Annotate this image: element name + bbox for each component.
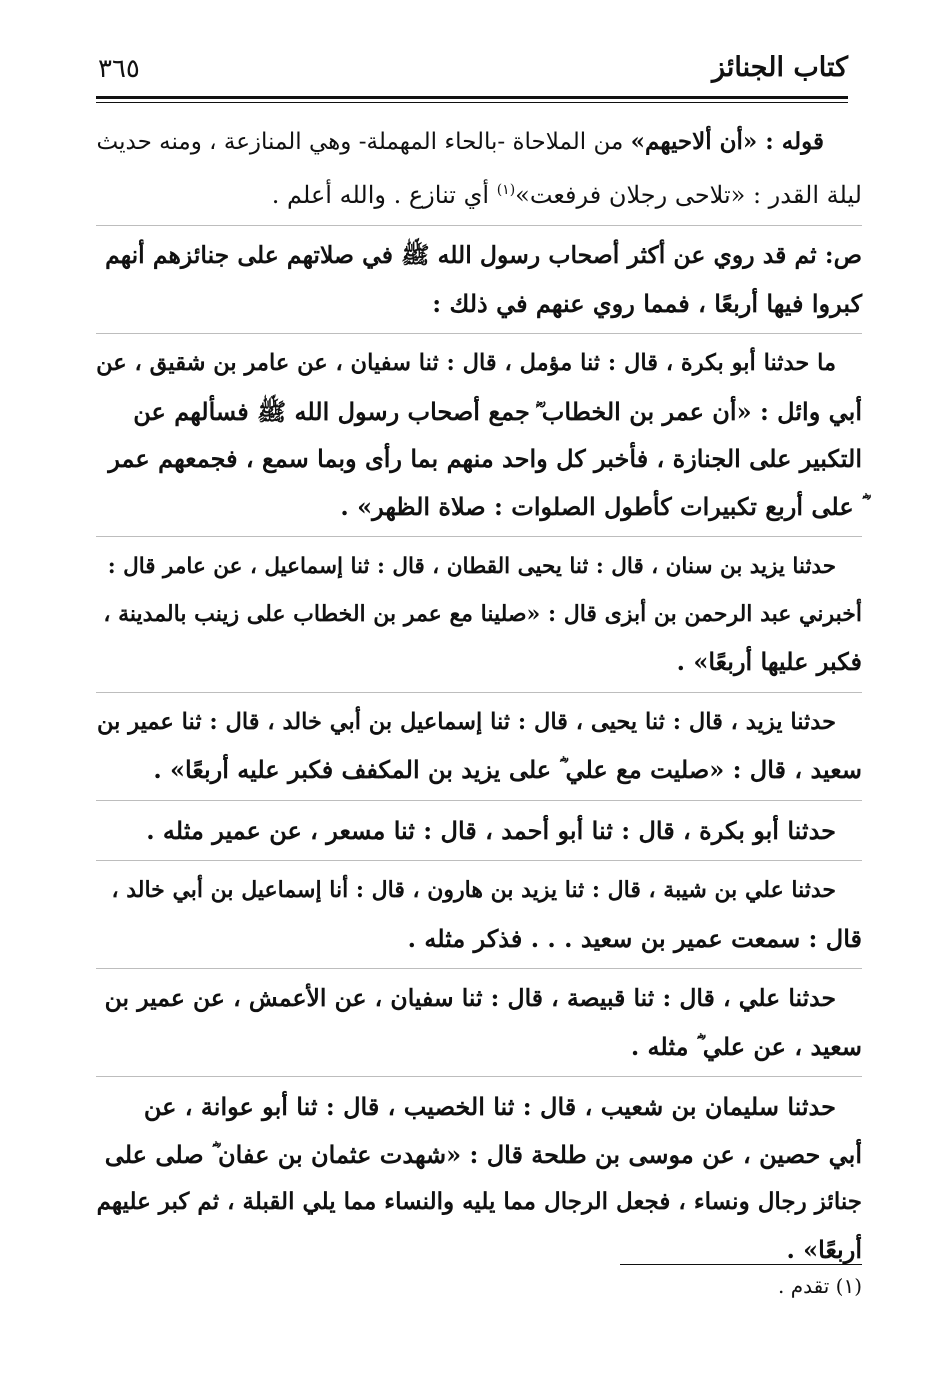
text-line: فكبر عليها أربعًا» . — [676, 647, 862, 676]
text-line: جنائز رجال ونساء ، فجعل الرجال مما يليه والنساء مما يلي القبلة ، ثم كبر عليهم — [96, 1188, 862, 1215]
page-header — [96, 52, 848, 98]
page-body — [96, 118, 862, 1285]
paragraph-7 — [96, 867, 862, 969]
text-line: حدثنا يزيد ، قال : ثنا يحيى ، قال : ثنا إسماعيل بن أبي خالد ، قال : ثنا عمير بن — [96, 708, 836, 735]
paragraph-2 — [96, 232, 862, 334]
book-title: كتاب الجنائز — [712, 52, 848, 83]
page-number: ٣٦٥ — [98, 54, 140, 84]
text-line: ليلة القدر : «تلاحى رجلان فرفعت»$^{(١)}$ أي تنازع . والله أعلم . — [271, 180, 862, 209]
text-line: حدثنا أبو بكرة ، قال : ثنا أبو أحمد ، قال : ثنا مسعر ، عن عمير مثله . — [146, 815, 836, 845]
header-rule — [96, 96, 848, 99]
text-line: أبي وائل : «أن عمر بن الخطاب ؓ جمع أصحاب رسول الله ﷺ فسألهم عن — [133, 396, 862, 426]
text-line: قوله : «أن ألاحيهم» من الملاحاة -بالحاء المهملة- وهي المنازعة ، ومنه حديث — [96, 128, 824, 155]
text-line: سعيد ، قال : «صليت مع علي ؓ على يزيد بن المكفف فكبر عليه أربعًا» . — [153, 755, 862, 784]
footnote-marker: (١) — [496, 181, 516, 198]
text-line: ص: ثم قد روي عن أكثر أصحاب رسول الله ﷺ في صلاتهم على جنائزهم أنهم — [105, 241, 862, 269]
text-line: سعيد ، عن علي ؓ مثله . — [630, 1031, 862, 1061]
text-line: حدثنا علي ، قال : ثنا قبيصة ، قال : ثنا سفيان ، عن الأعمش ، عن عمير بن — [104, 984, 836, 1012]
footnote: (١) تقدم . — [777, 1274, 862, 1298]
text-line: أبي حصين ، عن موسى بن طلحة قال : «شهدت عثمان بن عفان ؓ صلى على — [104, 1139, 862, 1169]
paragraph-4 — [96, 543, 862, 693]
paragraph-5 — [96, 699, 862, 801]
text-line: ؓ على أربع تكبيرات كأطول الصلوات : صلاة الظهر» . — [340, 491, 862, 521]
text-line: حدثنا يزيد بن سنان ، قال : ثنا يحيى القطان ، قال : ثنا إسماعيل ، عن عامر قال : — [107, 554, 836, 579]
paragraph-3 — [96, 340, 862, 537]
text-line: التكبير على الجنازة ، فأخبر كل واحد منهم بما رأى وبما سمع ، فجمعهم عمر — [108, 444, 862, 473]
paragraph-6 — [96, 807, 862, 862]
paragraph-1 — [96, 118, 862, 226]
text-line: أربعًا» . — [786, 1234, 862, 1264]
header-rule-thin — [96, 102, 848, 103]
paragraph-9 — [96, 1083, 862, 1279]
text-line: كبروا فيها أربعًا ، فمما روي عنهم في ذلك : — [432, 288, 862, 318]
paragraph-8 — [96, 975, 862, 1077]
text-line: ما حدثنا أبو بكرة ، قال : ثنا مؤمل ، قال : ثنا سفيان ، عن عامر بن شقيق ، عن — [96, 350, 836, 376]
footnote-rule — [620, 1264, 862, 1265]
text-line: أخبرني عبد الرحمن بن أبزى قال : «صلينا مع عمر بن الخطاب على زينب بالمدينة ، — [103, 600, 862, 627]
text-line: حدثنا سليمان بن شعيب ، قال : ثنا الخصيب ، قال : ثنا أبو عوانة ، عن — [143, 1092, 836, 1121]
text-line: قال : سمعت عمير بن سعيد . . . فذكر مثله . — [407, 923, 862, 953]
text-line: حدثنا علي بن شيبة ، قال : ثنا يزيد بن هارون ، قال : أنا إسماعيل بن أبي خالد ، — [111, 877, 836, 903]
